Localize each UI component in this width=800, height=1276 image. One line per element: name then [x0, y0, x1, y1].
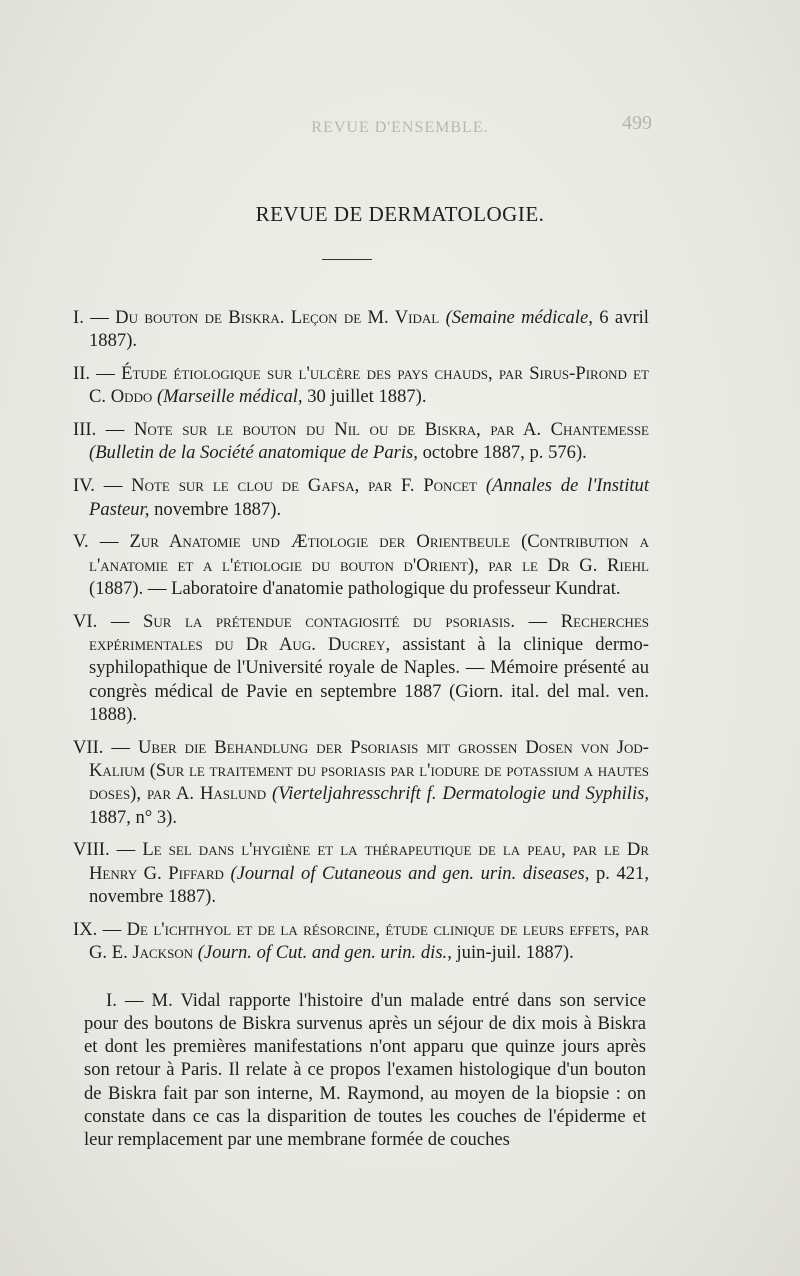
reference-title: Le sel dans l'hygiène et la thérapeutique de la peau, par le Dr Henry G. Piffard: [89, 839, 649, 884]
reference-details: 30 juillet 1887).: [307, 386, 427, 408]
body-paragraph: I. — M. Vidal rapporte l'histoire d'un malade entré dans son service pour des boutons de Biskra survenus après un séjour de dix mois à Biskra et dont les premières manifestations n'ont apparu que quinze jours après son retour à Paris. Il relate à ce propos l'examen histologique d'un bouton de Biskra fait par son interne, M. Raymond, au moyen de la biopsie : on constate dans ce cas la disparition de toutes les couches de l'épiderme et leur remplacement par une membrane formée de couches: [84, 989, 646, 1151]
reference-number: VI. —: [73, 610, 130, 632]
running-header: REVUE D'ENSEMBLE.: [311, 119, 489, 136]
reference-number: IX. —: [73, 918, 122, 940]
reference-number: I. —: [73, 307, 109, 328]
reference-details: juin-juil. 1887).: [456, 942, 574, 964]
reference-title: Zur Anatomie und Ætiologie der Orientbeule (Contribution a l'anatomie et a l'étiologie du bouton d'Orient), par le Dr G. Riehl: [89, 531, 649, 576]
reference-details: (1887). — Laboratoire d'anatomie pathologique du professeur Kundrat.: [89, 577, 621, 599]
reference-details: 6 avril 1887).: [89, 307, 649, 352]
reference-details: 1887, n° 3).: [89, 806, 178, 828]
reference-item: [73, 530, 649, 600]
page-number: 499: [622, 112, 652, 134]
reference-number: VIII. —: [73, 839, 136, 861]
reference-title: Sur la prétendue contagiosité du psoriasis. — Recherches expérimentales du Dr Aug. Ducrey,: [89, 610, 649, 656]
reference-title: Uber die Behandlung der Psoriasis mit grossen Dosen von Jod-Kalium (Sur le traitement du psoriasis par l'iodure de potassium a hautes doses), par A. Haslund: [89, 736, 650, 805]
reference-source: (Journal of Cutaneous and gen. urin. diseases,: [230, 862, 590, 884]
reference-title: Note sur le clou de Gafsa, par F. Poncet: [131, 475, 477, 497]
reference-item: [73, 736, 649, 829]
reference-details: novembre 1887).: [154, 498, 282, 520]
reference-item: [73, 418, 649, 465]
reference-details: octobre 1887, p. 576).: [422, 442, 587, 464]
reference-item: [73, 610, 649, 726]
reference-number: V. —: [73, 531, 119, 553]
reference-item: [73, 838, 649, 908]
reference-item: [73, 474, 649, 521]
reference-number: II. —: [73, 363, 115, 385]
reference-source: (Bulletin de la Société anatomique de Paris,: [89, 442, 418, 464]
title-divider: [322, 259, 372, 260]
page-title: REVUE DE DERMATOLOGIE.: [255, 202, 545, 226]
reference-item: [73, 362, 649, 409]
reference-number: VII. —: [73, 736, 131, 758]
reference-title: Du bouton de Biskra. Leçon de M. Vidal: [115, 307, 440, 328]
reference-source: (Semaine médicale,: [445, 307, 593, 328]
reference-title: De l'ichthyol et de la résorcine, étude clinique de leurs effets, par G. E. Jackson: [89, 918, 649, 964]
reference-item: [73, 306, 649, 353]
reference-list: [73, 306, 649, 974]
reference-title: Note sur le bouton du Nil ou de Biskra, par A. Chantemesse: [133, 419, 649, 441]
reference-title: Étude étiologique sur l'ulcère des pays chauds, par Sirus-Pirond et C. Oddo: [89, 363, 649, 408]
reference-number: IV. —: [73, 475, 123, 497]
reference-source: (Journ. of Cut. and gen. urin. dis.,: [197, 942, 452, 964]
reference-details: assistant à la clinique dermo-syphilopathique de l'Université royale de Naples. — Mémoire présenté au congrès médical de Pavie en septembre 1887 (Giorn. ital. del mal. ven. 1888).: [89, 634, 649, 725]
reference-source: (Vierteljahresschrift f. Dermatologie und Syphilis,: [272, 783, 649, 805]
reference-source: (Marseille médical,: [156, 386, 303, 408]
reference-source: (Annales de l'Institut Pasteur,: [89, 475, 649, 520]
reference-details: p. 421, novembre 1887).: [89, 862, 649, 908]
reference-number: III. —: [73, 419, 125, 441]
reference-item: [73, 918, 649, 965]
